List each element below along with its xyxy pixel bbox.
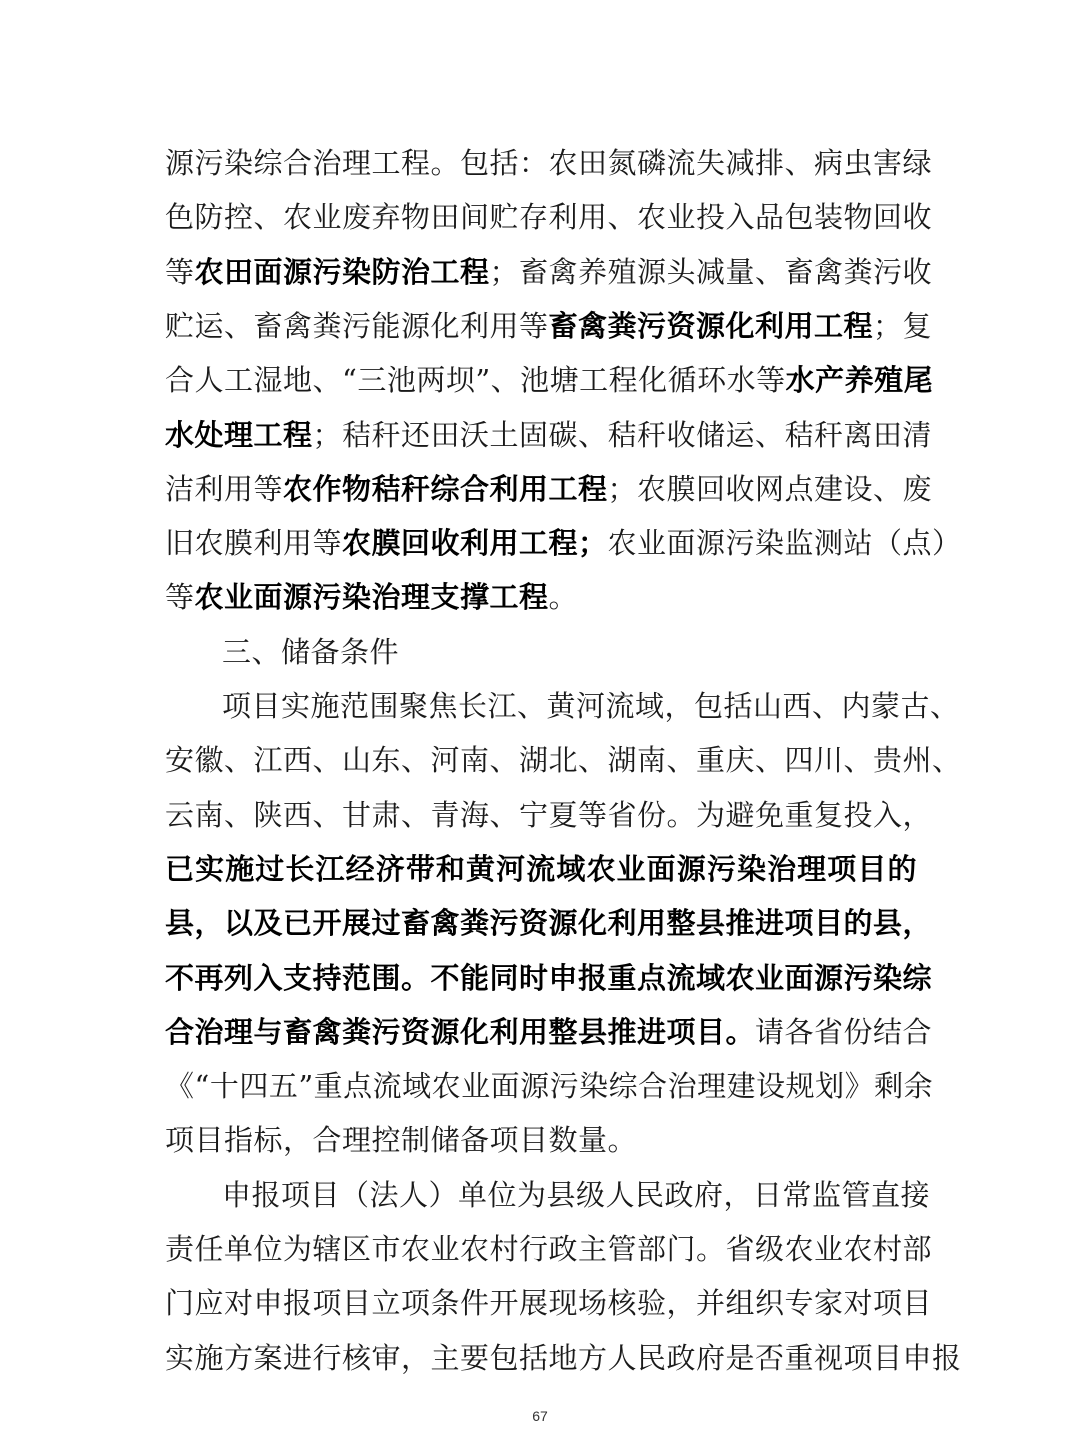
text-segment: 色防控、农业废弃物田间贮存利用、农业投入品包装物回收	[165, 200, 933, 235]
text-line	[165, 951, 933, 1005]
text-line	[165, 190, 933, 244]
text-segment: 请各省份结合	[755, 1014, 933, 1049]
text-line	[165, 842, 917, 896]
page-number: 67	[532, 1408, 548, 1424]
text-segment: 贮运、畜禽粪污能源化利用等	[165, 308, 549, 343]
bold-text-segment: 水处理工程	[165, 417, 313, 452]
text-segment: 申报项目（法人）单位为县级人民政府，日常监管直接	[222, 1177, 931, 1212]
text-line	[165, 1113, 917, 1167]
text-segment: 农业面源污染监测站（点）	[607, 526, 962, 561]
text-segment: ；畜禽养殖源头减量、畜禽粪污收	[489, 254, 933, 289]
text-segment: 旧农膜利用等	[165, 526, 343, 561]
bold-text-segment: 农田面源污染防治工程	[194, 254, 490, 289]
text-line	[165, 1059, 934, 1113]
bold-text-segment: 水产养殖尾	[785, 363, 934, 398]
text-segment: 合人工湿地、“三池两坝”、池塘工程化循环水等	[165, 363, 786, 398]
text-segment: 门应对申报项目立项条件开展现场核验，并组织专家对项目	[165, 1286, 933, 1321]
text-segment: 项目实施范围聚焦长江、黄河流域，包括山西、内蒙古、	[222, 689, 960, 723]
text-segment: 源污染综合治理工程。包括：农田氮磷流失减排、病虫害绿	[165, 146, 933, 180]
text-line	[165, 896, 933, 950]
text-segment: ；秸秆还田沃土固碳、秸秆收储运、秸秆离田清	[312, 417, 933, 452]
bold-text-segment: 不再列入支持范围。不能同时申报重点流域农业面源污染综	[165, 960, 933, 995]
text-line	[165, 136, 933, 190]
text-segment: 等	[165, 254, 195, 289]
bold-text-segment: 农业面源污染治理支撑工程	[194, 580, 549, 615]
bold-text-segment: 农作物秸秆综合利用工程	[283, 471, 608, 506]
bold-text-segment: 畜禽粪污资源化利用工程	[548, 308, 874, 343]
text-line	[165, 516, 962, 570]
text-line	[165, 462, 933, 516]
text-line	[165, 408, 933, 462]
text-line	[165, 1331, 962, 1385]
text-segment: 责任单位为辖区市农业农村行政主管部门。省级农业农村部	[165, 1232, 933, 1266]
bold-text-segment: 农膜回收利用工程；	[342, 526, 608, 561]
text-line	[165, 788, 933, 842]
text-segment: 。	[548, 580, 579, 615]
bold-text-segment: 县，以及已开展过畜禽粪污资源化利用整县推进项目的县，	[165, 906, 933, 941]
text-segment: 实施方案进行核审，主要包括地方人民政府是否重视项目申报	[165, 1340, 962, 1375]
text-segment: 项目指标，合理控制储备项目数量。	[165, 1123, 638, 1158]
text-line	[222, 1168, 931, 1222]
text-segment: ；复	[873, 308, 933, 343]
text-segment: 三、储备条件	[222, 634, 400, 669]
text-line	[165, 1005, 933, 1059]
bold-text-segment: 已实施过长江经济带和黄河流域农业面源污染治理项目的	[165, 851, 917, 886]
text-line	[222, 679, 960, 733]
text-line	[165, 570, 917, 624]
text-segment: 《“十四五”重点流域农业面源污染综合治理建设规划》剩余	[165, 1069, 934, 1104]
text-segment: 洁利用等	[165, 471, 284, 506]
text-line	[165, 1222, 933, 1276]
text-line	[165, 1276, 933, 1330]
text-segment: ；农膜回收网点建设、废	[607, 471, 933, 506]
text-segment: 等	[165, 580, 195, 615]
bold-text-segment: 合治理与畜禽粪污资源化利用整县推进项目。	[165, 1014, 756, 1049]
text-line	[165, 245, 933, 299]
text-segment: 安徽、江西、山东、河南、湖北、湖南、重庆、四川、贵州、	[165, 743, 962, 778]
section-heading	[222, 625, 917, 679]
text-line	[165, 353, 934, 407]
text-segment: 云南、陕西、甘肃、青海、宁夏等省份。为避免重复投入，	[165, 797, 933, 832]
text-line	[165, 299, 933, 353]
text-line	[165, 733, 962, 787]
